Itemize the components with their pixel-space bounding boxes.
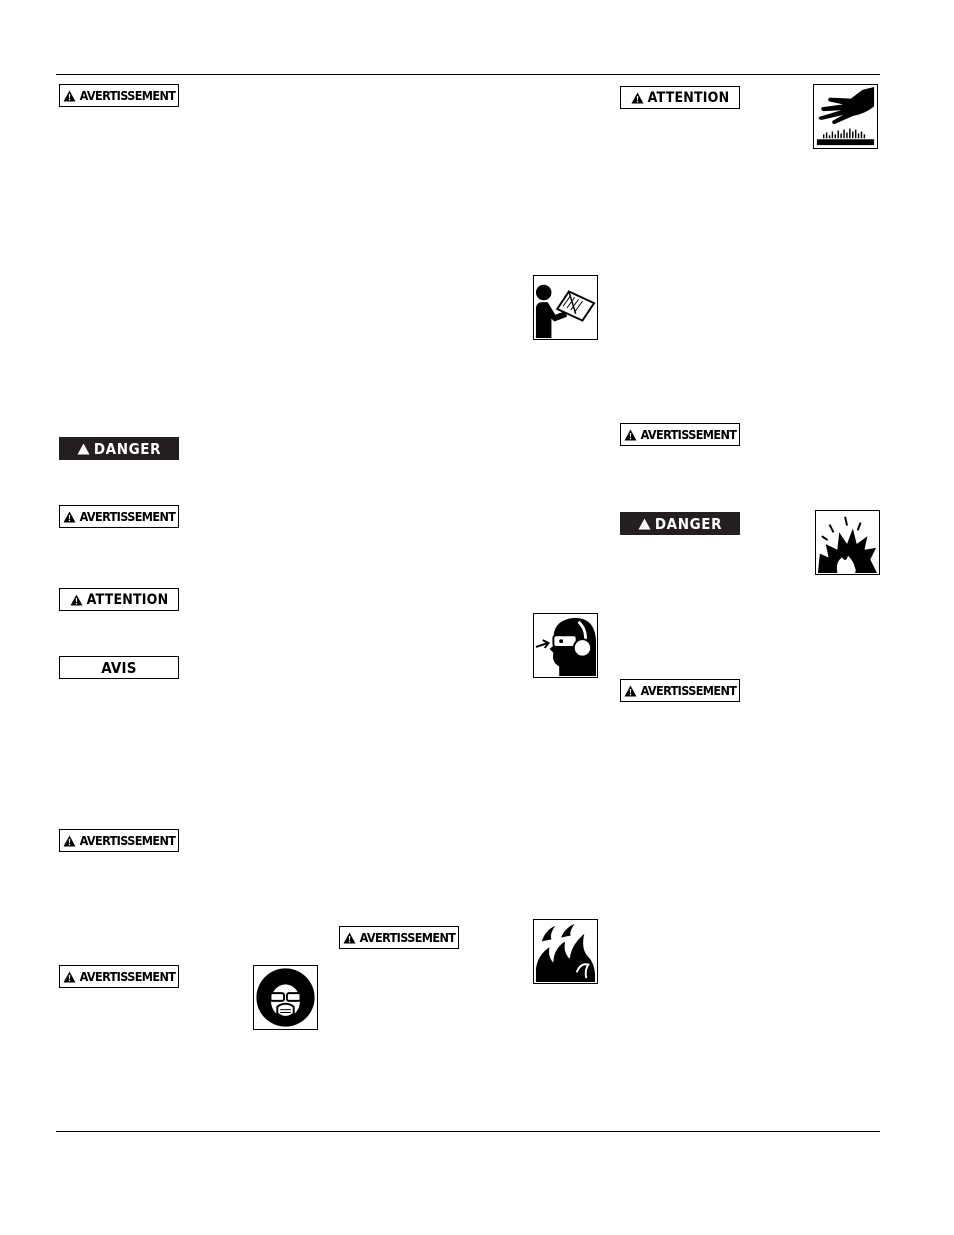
danger-label-1 — [59, 437, 179, 460]
caution-label-2 — [620, 86, 740, 109]
warning-triangle-icon — [624, 685, 637, 697]
warning-label-6 — [620, 423, 740, 446]
warning-label-text: AVERTISSEMENT — [79, 969, 176, 984]
warning-label-text: AVERTISSEMENT — [640, 427, 737, 442]
warning-triangle-icon — [70, 594, 83, 606]
notice-label-text: AVIS — [101, 658, 137, 677]
danger-label-2 — [620, 512, 740, 535]
hot-surface-icon — [813, 84, 878, 149]
explosion-icon — [815, 510, 880, 575]
warning-label-3 — [59, 829, 179, 852]
warning-triangle-icon — [631, 92, 644, 104]
warning-label-7 — [620, 679, 740, 702]
warning-triangle-icon — [77, 443, 90, 455]
danger-label-text: DANGER — [654, 514, 723, 533]
caution-label-text: ATTENTION — [86, 591, 169, 608]
header-rule — [56, 74, 880, 75]
warning-label-5 — [339, 926, 459, 949]
warning-label-4 — [59, 965, 179, 988]
warning-label-text: AVERTISSEMENT — [640, 683, 737, 698]
warning-label-text: AVERTISSEMENT — [79, 509, 176, 524]
warning-label-text: AVERTISSEMENT — [79, 88, 176, 103]
warning-label-2 — [59, 505, 179, 528]
warning-triangle-icon — [638, 518, 651, 530]
caution-label-1 — [59, 588, 179, 611]
warning-triangle-icon — [63, 971, 76, 983]
warning-triangle-icon — [63, 511, 76, 523]
warning-triangle-icon — [63, 835, 76, 847]
hearing-eye-protection-icon — [533, 613, 598, 678]
warning-triangle-icon — [63, 90, 76, 102]
warning-label-1 — [59, 84, 179, 107]
warning-label-text: AVERTISSEMENT — [359, 930, 456, 945]
read-manual-icon — [533, 275, 598, 340]
fire-hazard-icon — [533, 919, 598, 984]
danger-label-text: DANGER — [93, 439, 162, 458]
warning-label-text: AVERTISSEMENT — [79, 833, 176, 848]
caution-label-text: ATTENTION — [647, 89, 730, 106]
warning-triangle-icon — [343, 932, 356, 944]
respirator-goggles-icon — [253, 965, 318, 1030]
footer-rule — [56, 1131, 880, 1132]
warning-triangle-icon — [624, 429, 637, 441]
notice-label — [59, 656, 179, 679]
